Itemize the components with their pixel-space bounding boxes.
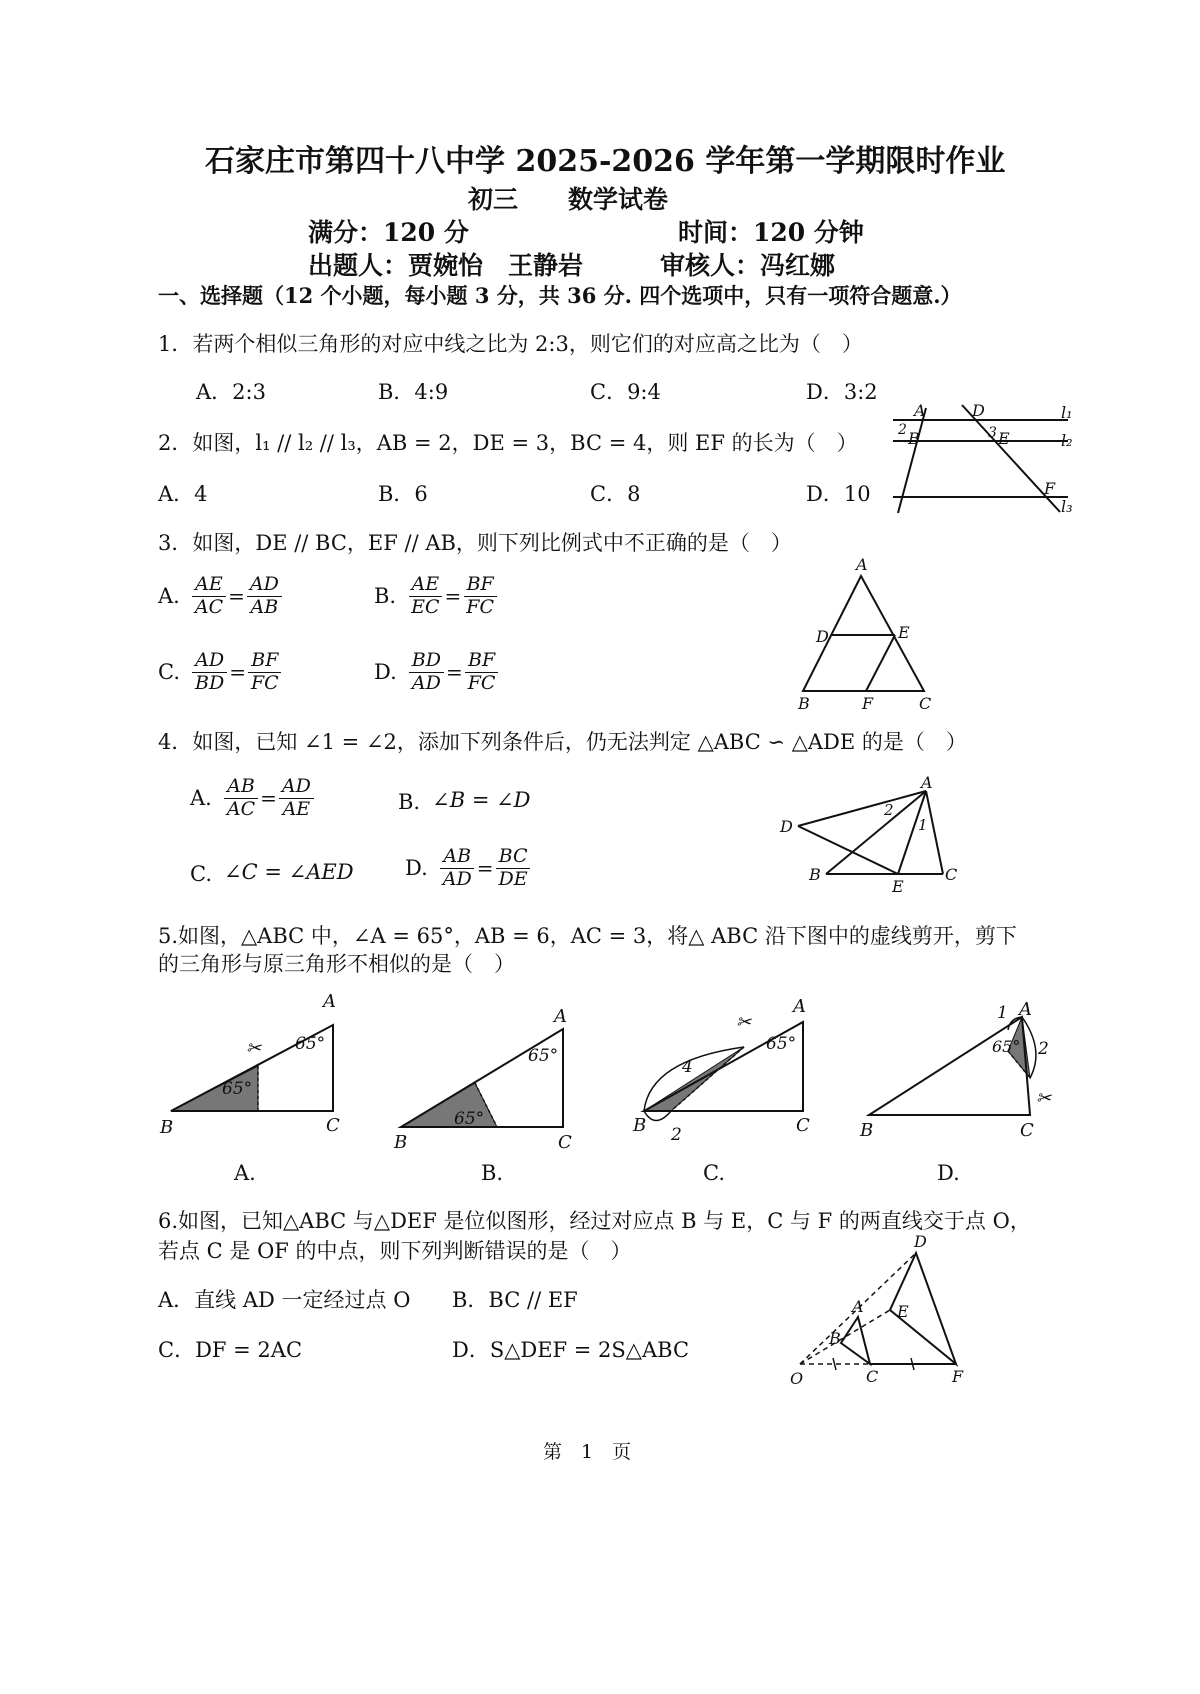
q1-option-c: C．9:4 [590, 380, 661, 404]
q6-stem-line2: 若点 C 是 OF 的中点，则下列判断错误的是（ ） [158, 1239, 632, 1263]
q4-d-frac-right: $\frac{BC}{DE}$ [496, 846, 531, 891]
q6-label-o: O [790, 1369, 804, 1388]
q2-label-2: 2 [898, 422, 907, 438]
q4-label-2: 2 [884, 801, 894, 819]
q2-label-f: F [1044, 479, 1056, 498]
q3-b-frac-right: $\frac{BF}{FC}$ [463, 574, 497, 619]
q2-label-d: D [972, 401, 985, 420]
q3-option-c: C. $\frac{AD}{BD}$ = $\frac{BF}{FC}$ [158, 650, 282, 695]
q4-option-a: A. $\frac{AB}{AC}$ = $\frac{AD}{AE}$ [190, 776, 314, 821]
q4-stem: 4．如图，已知 ∠1 = ∠2，添加下列条件后，仍无法判定 △ABC ∽ △ADE 的是（ ） [158, 730, 967, 754]
q3-label-d: D [816, 627, 829, 646]
q5-c-label-b: B [633, 1115, 647, 1136]
q4-a-frac-left: $\frac{AB}{AC}$ [224, 776, 258, 821]
q2-label-e: E [998, 429, 1010, 448]
q3-d-frac-left: $\frac{BD}{AD}$ [409, 650, 444, 695]
q5-a-label-b: B [160, 1117, 174, 1138]
q5-caption-d: D. [937, 1161, 960, 1185]
q4-option-d-label: D. [405, 856, 428, 881]
authors: 出题人：贾婉怡 王静岩 [308, 251, 584, 280]
reviewer: 审核人：冯红娜 [660, 251, 836, 280]
q3-c-frac-left: $\frac{AD}{BD}$ [192, 650, 227, 695]
q4-label-1: 1 [918, 816, 928, 834]
q1-option-b: B．4:9 [378, 380, 449, 404]
q5-d-label-b: B [860, 1120, 874, 1141]
q2-label-l1: l₁ [1061, 403, 1073, 422]
q3-d-frac-right: $\frac{BF}{FC}$ [465, 650, 499, 695]
q3-label-e: E [898, 623, 910, 642]
q5-b-angle-cut: 65° [454, 1109, 485, 1129]
q3-b-frac-left: $\frac{AE}{EC}$ [408, 574, 442, 619]
q5-c-angle-top: 65° [766, 1034, 797, 1054]
exam-title: 石家庄市第四十八中学 2025-2026 学年第一学期限时作业 [205, 144, 1006, 179]
q5-d-label-a: A [1019, 999, 1032, 1020]
q2-option-d: D．10 [806, 482, 871, 506]
q5-d-angle-top: 65° [992, 1037, 1021, 1056]
q6-option-c: C．DF = 2AC [158, 1338, 303, 1362]
q4-label-a: A [921, 773, 933, 792]
q6-label-c: C [866, 1367, 879, 1386]
q1-option-a: A．2:3 [196, 380, 266, 404]
q5-caption-c: C. [703, 1161, 725, 1185]
q2-label-l2: l₂ [1061, 431, 1073, 450]
q5-d-side-2: 2 [1038, 1039, 1049, 1059]
q5-d-label-c: C [1020, 1120, 1034, 1141]
q2-label-3: 3 [988, 425, 997, 441]
q6-option-d: D．S△DEF = 2S△ABC [452, 1338, 690, 1362]
q4-option-a-label: A. [190, 786, 212, 811]
q3-label-f: F [862, 694, 874, 713]
q2-label-a: A [914, 401, 926, 420]
q5-c-scissors-icon: ✂ [736, 1012, 752, 1033]
q6-label-a: A [852, 1297, 864, 1316]
q5-a-label-a: A [323, 991, 336, 1012]
q2-option-c: C．8 [590, 482, 641, 506]
q3-option-d: D. $\frac{BD}{AD}$ = $\frac{BF}{FC}$ [374, 650, 498, 695]
q4-label-d: D [780, 817, 793, 836]
q1-option-d: D．3:2 [806, 380, 878, 404]
q4-option-b-label: B. [398, 789, 421, 814]
page-number: 第 1 页 [543, 1441, 632, 1463]
q4-label-b: B [809, 865, 821, 884]
q2-label-b: B [908, 429, 920, 448]
q6-label-d: D [914, 1232, 927, 1251]
q3-option-b: B. $\frac{AE}{EC}$ = $\frac{BF}{FC}$ [374, 574, 497, 619]
q2-stem: 2．如图，l₁ // l₂ // l₃，AB = 2，DE = 3，BC = 4，则 EF 的长为（ ） [158, 431, 858, 455]
q2-option-b: B．6 [378, 482, 428, 506]
q4-option-d: D. $\frac{AB}{AD}$ = $\frac{BC}{DE}$ [405, 846, 531, 891]
q3-label-b: B [798, 694, 810, 713]
q3-option-d-label: D. [374, 660, 397, 685]
q1-stem: 1．若两个相似三角形的对应中线之比为 2:3，则它们的对应高之比为（ ） [158, 332, 863, 356]
q3-option-c-label: C. [158, 660, 180, 685]
q5-b-label-c: C [558, 1132, 572, 1153]
q5-c-side-4: 4 [682, 1057, 693, 1077]
exam-subtitle: 初三 数学试卷 [468, 185, 669, 214]
q5-caption-a: A. [234, 1161, 256, 1185]
q5-a-scissors-icon: ✂ [246, 1038, 262, 1059]
q6-stem-line1: 6.如图，已知△ABC 与△DEF 是位似图形，经过对应点 B 与 E，C 与 F 的两直线交于点 O， [158, 1209, 1031, 1233]
q3-a-frac-right: $\frac{AD}{AB}$ [247, 574, 282, 619]
q5-c-side-2: 2 [671, 1125, 682, 1145]
exam-time: 时间：120 分钟 [678, 218, 864, 247]
q3-label-c: C [919, 694, 932, 713]
q6-label-f: F [952, 1367, 964, 1386]
q6-label-e: E [897, 1302, 909, 1321]
q5-b-label-b: B [394, 1132, 408, 1153]
q3-option-b-label: B. [374, 584, 397, 609]
q3-option-a: A. $\frac{AE}{AC}$ = $\frac{AD}{AB}$ [158, 574, 282, 619]
q5-d-side-1: 1 [997, 1003, 1008, 1023]
q6-label-b: B [829, 1329, 841, 1348]
q5-stem-line2: 的三角形与原三角形不相似的是（ ） [158, 952, 515, 976]
q4-option-c-label: C. [190, 861, 212, 886]
q3-label-a: A [856, 555, 868, 574]
q5-d-scissors-icon: ✂ [1036, 1088, 1052, 1109]
q4-label-e: E [892, 877, 904, 896]
q4-d-frac-left: $\frac{AB}{AD}$ [440, 846, 475, 891]
q5-b-label-a: A [554, 1006, 567, 1027]
q2-option-a: A．4 [158, 482, 208, 506]
q5-a-angle-cut: 65° [222, 1079, 253, 1099]
q5-a-label-c: C [326, 1115, 340, 1136]
q5-b-angle-top: 65° [528, 1046, 559, 1066]
q5-c-label-a: A [793, 996, 806, 1017]
q3-option-a-label: A. [158, 584, 180, 609]
q3-stem: 3．如图，DE // BC，EF // AB，则下列比例式中不正确的是（ ） [158, 531, 792, 555]
section-heading: 一、选择题（12 个小题，每小题 3 分，共 36 分. 四个选项中，只有一项符合题意.） [158, 283, 962, 308]
q4-option-c-text: ∠C = ∠AED [224, 860, 354, 884]
full-score: 满分：120 分 [308, 218, 469, 247]
q6-option-b: B．BC // EF [452, 1288, 578, 1312]
q4-label-c: C [945, 865, 958, 884]
q4-a-frac-right: $\frac{AD}{AE}$ [279, 776, 314, 821]
q3-a-frac-left: $\frac{AE}{AC}$ [192, 574, 226, 619]
q2-label-l3: l₃ [1061, 497, 1073, 516]
q5-c-label-c: C [796, 1115, 810, 1136]
q5-stem-line1: 5.如图，△ABC 中，∠A = 65°，AB = 6，AC = 3，将△ ABC 沿下图中的虚线剪开，剪下 [158, 924, 1017, 948]
q5-a-angle-top: 65° [295, 1034, 326, 1054]
q5-caption-b: B. [481, 1161, 504, 1185]
q4-option-b-text: ∠B = ∠D [432, 788, 531, 812]
q6-option-a: A．直线 AD 一定经过点 O [158, 1288, 411, 1312]
q3-c-frac-right: $\frac{BF}{FC}$ [248, 650, 282, 695]
